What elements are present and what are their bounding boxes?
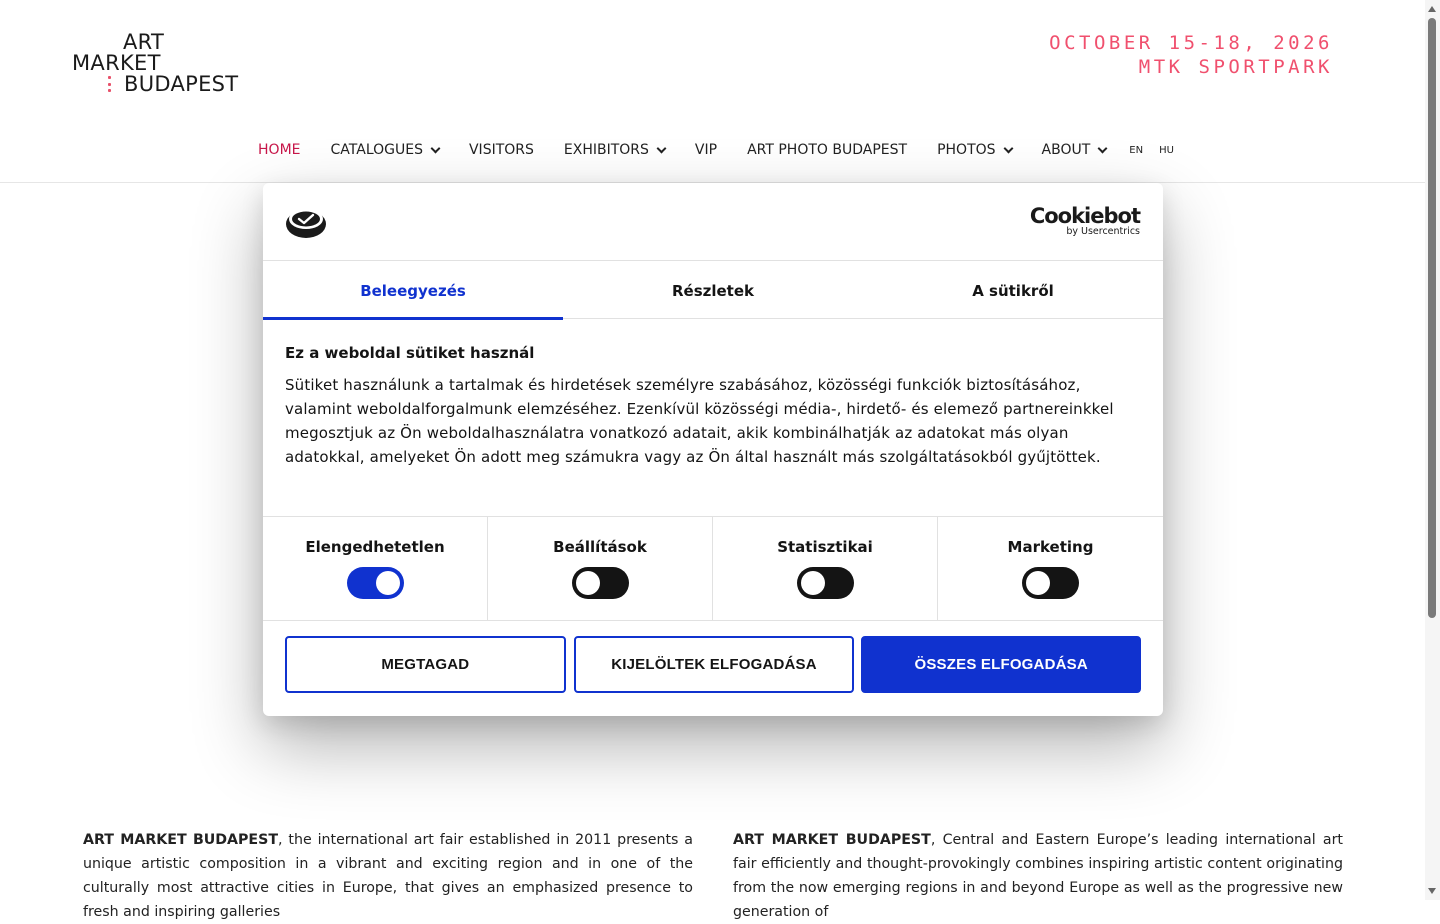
consent-necessary xyxy=(263,517,488,621)
logo-dots xyxy=(108,76,111,92)
chevron-down-icon xyxy=(431,143,441,153)
chevron-down-icon xyxy=(1098,143,1108,153)
cookiebot-brand[interactable] xyxy=(1030,205,1140,237)
consent-marketing xyxy=(938,517,1163,621)
event-dates: OCTOBER 15-18, 2026 xyxy=(1049,32,1333,54)
chevron-down-icon xyxy=(1003,143,1013,153)
cookiebot-logo-icon xyxy=(285,205,327,239)
allow-selection-button[interactable]: KIJELÖLTEK ELFOGADÁSA xyxy=(574,636,855,693)
intro-bold: ART MARKET BUDAPEST xyxy=(83,832,279,848)
nav-label: VISITORS xyxy=(468,142,534,158)
consent-label: Elengedhetetlen xyxy=(305,538,445,556)
dialog-heading: Ez a weboldal sütiket használ xyxy=(285,344,535,362)
consent-categories xyxy=(263,516,1163,621)
consent-label: Statisztikai xyxy=(777,538,873,556)
tab-about-cookies[interactable]: A sütikről xyxy=(972,281,1054,300)
cookiebot-name: Cookiebot xyxy=(1029,204,1140,228)
intro-text-left xyxy=(83,828,693,924)
logo-line-market: MARKET xyxy=(72,51,161,75)
marketing-toggle[interactable] xyxy=(1022,567,1079,599)
scroll-thumb[interactable] xyxy=(1428,18,1436,618)
intro-body: , Central and Eastern Europe’s leading international art fair efficiently and thought-provokingly combines inspiring artistic content originating from the now emerging regions in and beyond Europe as well as the progressive new generation of xyxy=(733,832,1343,920)
nav-label: PHOTOS xyxy=(937,142,996,158)
nav-item-art-photo-budapest[interactable] xyxy=(747,142,907,158)
nav-item-photos[interactable] xyxy=(937,142,1011,158)
nav-item-home[interactable] xyxy=(258,142,300,158)
event-info xyxy=(1049,31,1333,79)
logo-line-budapest: BUDAPEST xyxy=(124,72,239,96)
statistics-toggle[interactable] xyxy=(797,567,854,599)
tab-details[interactable]: Részletek xyxy=(671,281,755,300)
logo-line-art: ART xyxy=(123,30,165,54)
tab-consent[interactable]: Beleegyezés xyxy=(263,262,563,319)
dialog-header xyxy=(263,183,1163,261)
necessary-toggle[interactable] xyxy=(347,567,404,599)
nav-item-catalogues[interactable] xyxy=(331,142,439,158)
intro-text-right xyxy=(733,828,1343,924)
nav-label: CATALOGUES xyxy=(330,142,423,158)
lang-switch-hu[interactable]: HU xyxy=(1159,144,1174,156)
allow-all-button[interactable]: ÖSSZES ELFOGADÁSA xyxy=(861,636,1141,693)
nav-item-exhibitors[interactable] xyxy=(564,142,665,158)
site-header xyxy=(0,0,1425,183)
lang-switch-en[interactable]: EN xyxy=(1129,144,1144,156)
chevron-down-icon xyxy=(656,143,666,153)
nav-label: EXHIBITORS xyxy=(563,142,649,158)
nav-item-about[interactable] xyxy=(1042,142,1107,158)
nav-label: ART PHOTO BUDAPEST xyxy=(747,142,908,158)
cookiebot-by: by Usercentrics xyxy=(1066,226,1140,237)
preferences-toggle[interactable] xyxy=(572,567,629,599)
event-venue: MTK SPORTPARK xyxy=(1138,56,1333,78)
consent-preferences xyxy=(488,517,713,621)
intro-bold: ART MARKET BUDAPEST xyxy=(733,832,931,848)
dialog-tabs xyxy=(263,262,1163,319)
dialog-description: Sütiket használunk a tartalmak és hirdetések személyre szabásához, közösségi funkciók biztosításához, valamint weboldalforgalmunk elemzéséhez. Ezenkívül közösségi média-, hirdető- és elemező partnereinkkel megosztjuk az Ön weboldalhasználatra vonatkozó adatait, akik kombinálhatják az adatokat más olyan adatokkal, amelyeket Ön adott meg számukra vagy az Ön által használt más szolgáltatásokból gyűjtöttek. xyxy=(285,376,1114,466)
scroll-up-arrow-icon[interactable] xyxy=(1428,6,1436,12)
dialog-body xyxy=(285,343,1143,469)
scroll-down-arrow-icon[interactable] xyxy=(1428,888,1436,894)
page-scrollbar[interactable] xyxy=(1425,0,1440,900)
nav-label: HOME xyxy=(258,142,301,158)
consent-label: Beállítások xyxy=(553,538,647,556)
consent-label: Marketing xyxy=(1007,538,1094,556)
nav-label: VIP xyxy=(694,142,718,158)
nav-item-visitors[interactable] xyxy=(469,142,534,158)
nav-item-vip[interactable] xyxy=(695,142,717,158)
consent-statistics xyxy=(713,517,938,621)
main-nav xyxy=(0,138,1425,162)
intro-body: , the international art fair established in 2011 presents a unique artistic composition in a vibrant and exciting region and in one of the culturally most attractive cities in Europe, that gives an emphasized presence to fresh and inspiring galleries xyxy=(83,832,693,920)
cookie-consent-dialog xyxy=(263,183,1163,716)
nav-label: ABOUT xyxy=(1041,142,1091,158)
deny-button[interactable]: MEGTAGAD xyxy=(285,636,566,693)
dialog-buttons xyxy=(285,636,1141,693)
